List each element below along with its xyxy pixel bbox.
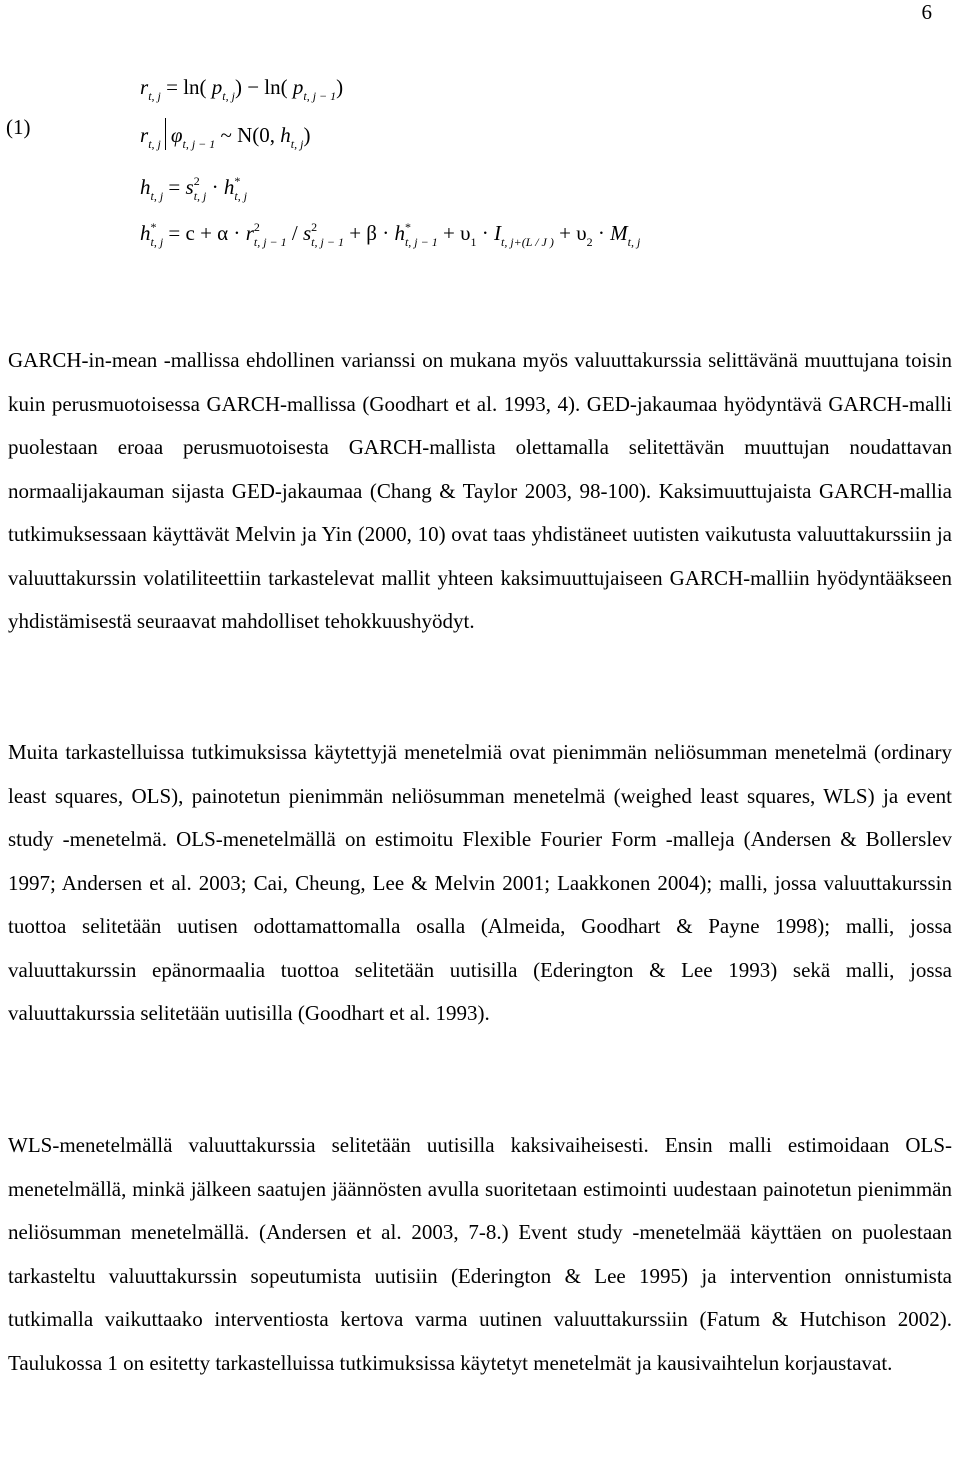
eq2-h-sub: t, j xyxy=(290,137,304,151)
eq1-p2: p xyxy=(292,75,304,99)
paragraph-wls: WLS-menetelmällä valuuttakurssia selitetään uutisilla kaksivaiheisesti. Ensin malli estimoidaan OLS-menetelmällä, minkä jälkeen saatujen jäännösten avulla suoritetaan estimointi uudestaan painotetun pienimmän neliösumman menetelmällä. (Andersen et al. 2003, 7-8.) Event study -menetelmää käyttäen on puolestaan tarkasteltu valuuttakurssin sopeutumista uutisiin (Ederington & Lee 1995) ja intervention onnistumista tutkimalla vaikuttaako interventiosta kertova varma uutinen valuuttakurssiin (Fatum & Hutchison 2002). Taulukossa 1 on esitetty tarkastelluissa tutkimuksissa käytetyt menetelmät ja kausivaihtelun korjaustavat. xyxy=(8,1133,952,1375)
equation-4 xyxy=(140,212,640,257)
eq4-s: s xyxy=(302,221,312,245)
eq4-lhs: h xyxy=(140,221,151,245)
eq3-dot: · xyxy=(206,175,224,199)
equation-label: (1) xyxy=(6,115,31,139)
eq4-u2-sub: 2 xyxy=(586,235,593,249)
page-number: 6 xyxy=(921,0,932,24)
eq1-rhs-a: = ln( xyxy=(166,75,212,99)
eq1-p1-sub: t, j xyxy=(222,89,235,103)
eq3-h: h xyxy=(223,175,235,199)
eq2-phi: φ xyxy=(170,123,183,147)
eq4-part2: + β · xyxy=(343,221,395,245)
eq3-lhs: h xyxy=(140,175,151,199)
eq4-s-sub: t, j − 1 xyxy=(311,235,344,249)
eq1-p1: p xyxy=(211,75,223,99)
eq4-part1: = c + α · xyxy=(163,221,246,245)
eq3-s: s xyxy=(185,175,194,199)
eq2-lhs-sub: t, j xyxy=(148,137,161,151)
eq2-lhs: r xyxy=(140,123,149,147)
equation-1 xyxy=(140,72,343,111)
eq4-r: r xyxy=(245,221,254,245)
paragraph-methods: Muita tarkastelluissa tutkimuksissa käytettyjä menetelmiä ovat pienimmän neliösumman menetelmä (ordinary least squares, OLS), painotetun pienimmän neliösumman menetelmä (weighed least squares, WLS) ja event study -menetelmä. OLS-menetelmällä on estimoitu Flexible Fourier Form -malleja (Andersen & Bollerslev 1997; Andersen et al. 2003; Cai, Cheung, Lee & Melvin 2001; Laakkonen 2004); malli, jossa valuuttakurssin tuottoa selitetään uutisen odottamattomalla osalla (Almeida, Goodhart & Payne 1998); malli, jossa valuuttakurssin epänormaalia tuottoa selitetään uutisilla (Ederington & Lee 1993) sekä malli, jossa valuuttakurssia selitetään uutisilla (Goodhart et al. 1993). xyxy=(8,740,952,1025)
eq4-dot1: · xyxy=(476,221,494,245)
eq2-dist: ~ N(0, xyxy=(215,123,281,147)
eq2-h: h xyxy=(280,123,291,147)
eq1-rhs-c: ) xyxy=(336,75,344,99)
eq4-slash: / xyxy=(286,221,303,245)
eq3-s-sup: 2 xyxy=(193,174,200,188)
equation-2 xyxy=(140,118,310,159)
eq4-M-sub: t, j xyxy=(627,235,641,249)
eq2-close: ) xyxy=(303,123,311,147)
eq1-lhs-sub: t, j xyxy=(148,89,161,103)
eq4-part3: + υ xyxy=(437,221,471,245)
eq1-p2-sub: t, j − 1 xyxy=(303,89,337,103)
equation-3 xyxy=(140,166,247,211)
eq4-s-sup: 2 xyxy=(311,220,318,234)
eq4-I-sub: t, j+(L / J ) xyxy=(500,235,554,249)
eq4-dot2: · xyxy=(592,221,611,245)
eq4-h: h xyxy=(394,221,405,245)
eq3-h-sub: t, j xyxy=(234,189,248,203)
eq4-part4: + υ xyxy=(553,221,587,245)
eq4-r-sup: 2 xyxy=(253,220,260,234)
conditional-bar xyxy=(165,118,166,150)
eq1-rhs-b: ) − ln( xyxy=(234,75,293,99)
eq3-s-sub: t, j xyxy=(193,189,207,203)
eq4-u1-sub: 1 xyxy=(470,235,477,249)
eq4-lhs-sub: t, j xyxy=(150,235,164,249)
eq4-h-sub: t, j − 1 xyxy=(404,235,438,249)
eq2-phi-sub: t, j − 1 xyxy=(182,137,216,151)
eq4-h-sup: * xyxy=(404,220,411,234)
eq1-lhs: r xyxy=(140,75,149,99)
eq3-eq: = xyxy=(163,175,186,199)
eq3-lhs-sub: t, j xyxy=(150,189,164,203)
eq4-M: M xyxy=(610,221,628,245)
eq3-h-sup: * xyxy=(234,174,241,188)
eq4-lhs-sup: * xyxy=(150,220,157,234)
eq4-r-sub: t, j − 1 xyxy=(253,235,287,249)
paragraph-garch-in-mean: GARCH-in-mean -mallissa ehdollinen varianssi on mukana myös valuuttakurssia selittävänä muuttujana toisin kuin perusmuotoisessa GARCH-mallissa (Goodhart et al. 1993, 4). GED-jakaumaa hyödyntävä GARCH-malli puolestaan eroaa perusmuotoisesta GARCH-mallista olettamalla selitettävän muuttujan noudattavan normaalijakauman sijasta GED-jakaumaa (Chang & Taylor 2003, 98-100). Kaksimuuttujaista GARCH-mallia tutkimuksessaan käyttävät Melvin ja Yin (2000, 10) ovat taas yhdistäneet uutisten vaikutusta valuuttakurssiin ja valuuttakurssin volatiliteettiin tarkastelevat mallit yhteen kaksimuuttujaiseen GARCH-malliin hyödyntääkseen yhdistämisestä seuraavat mahdolliset tehokkuushyödyt. xyxy=(8,348,952,633)
eq4-I: I xyxy=(493,221,501,245)
